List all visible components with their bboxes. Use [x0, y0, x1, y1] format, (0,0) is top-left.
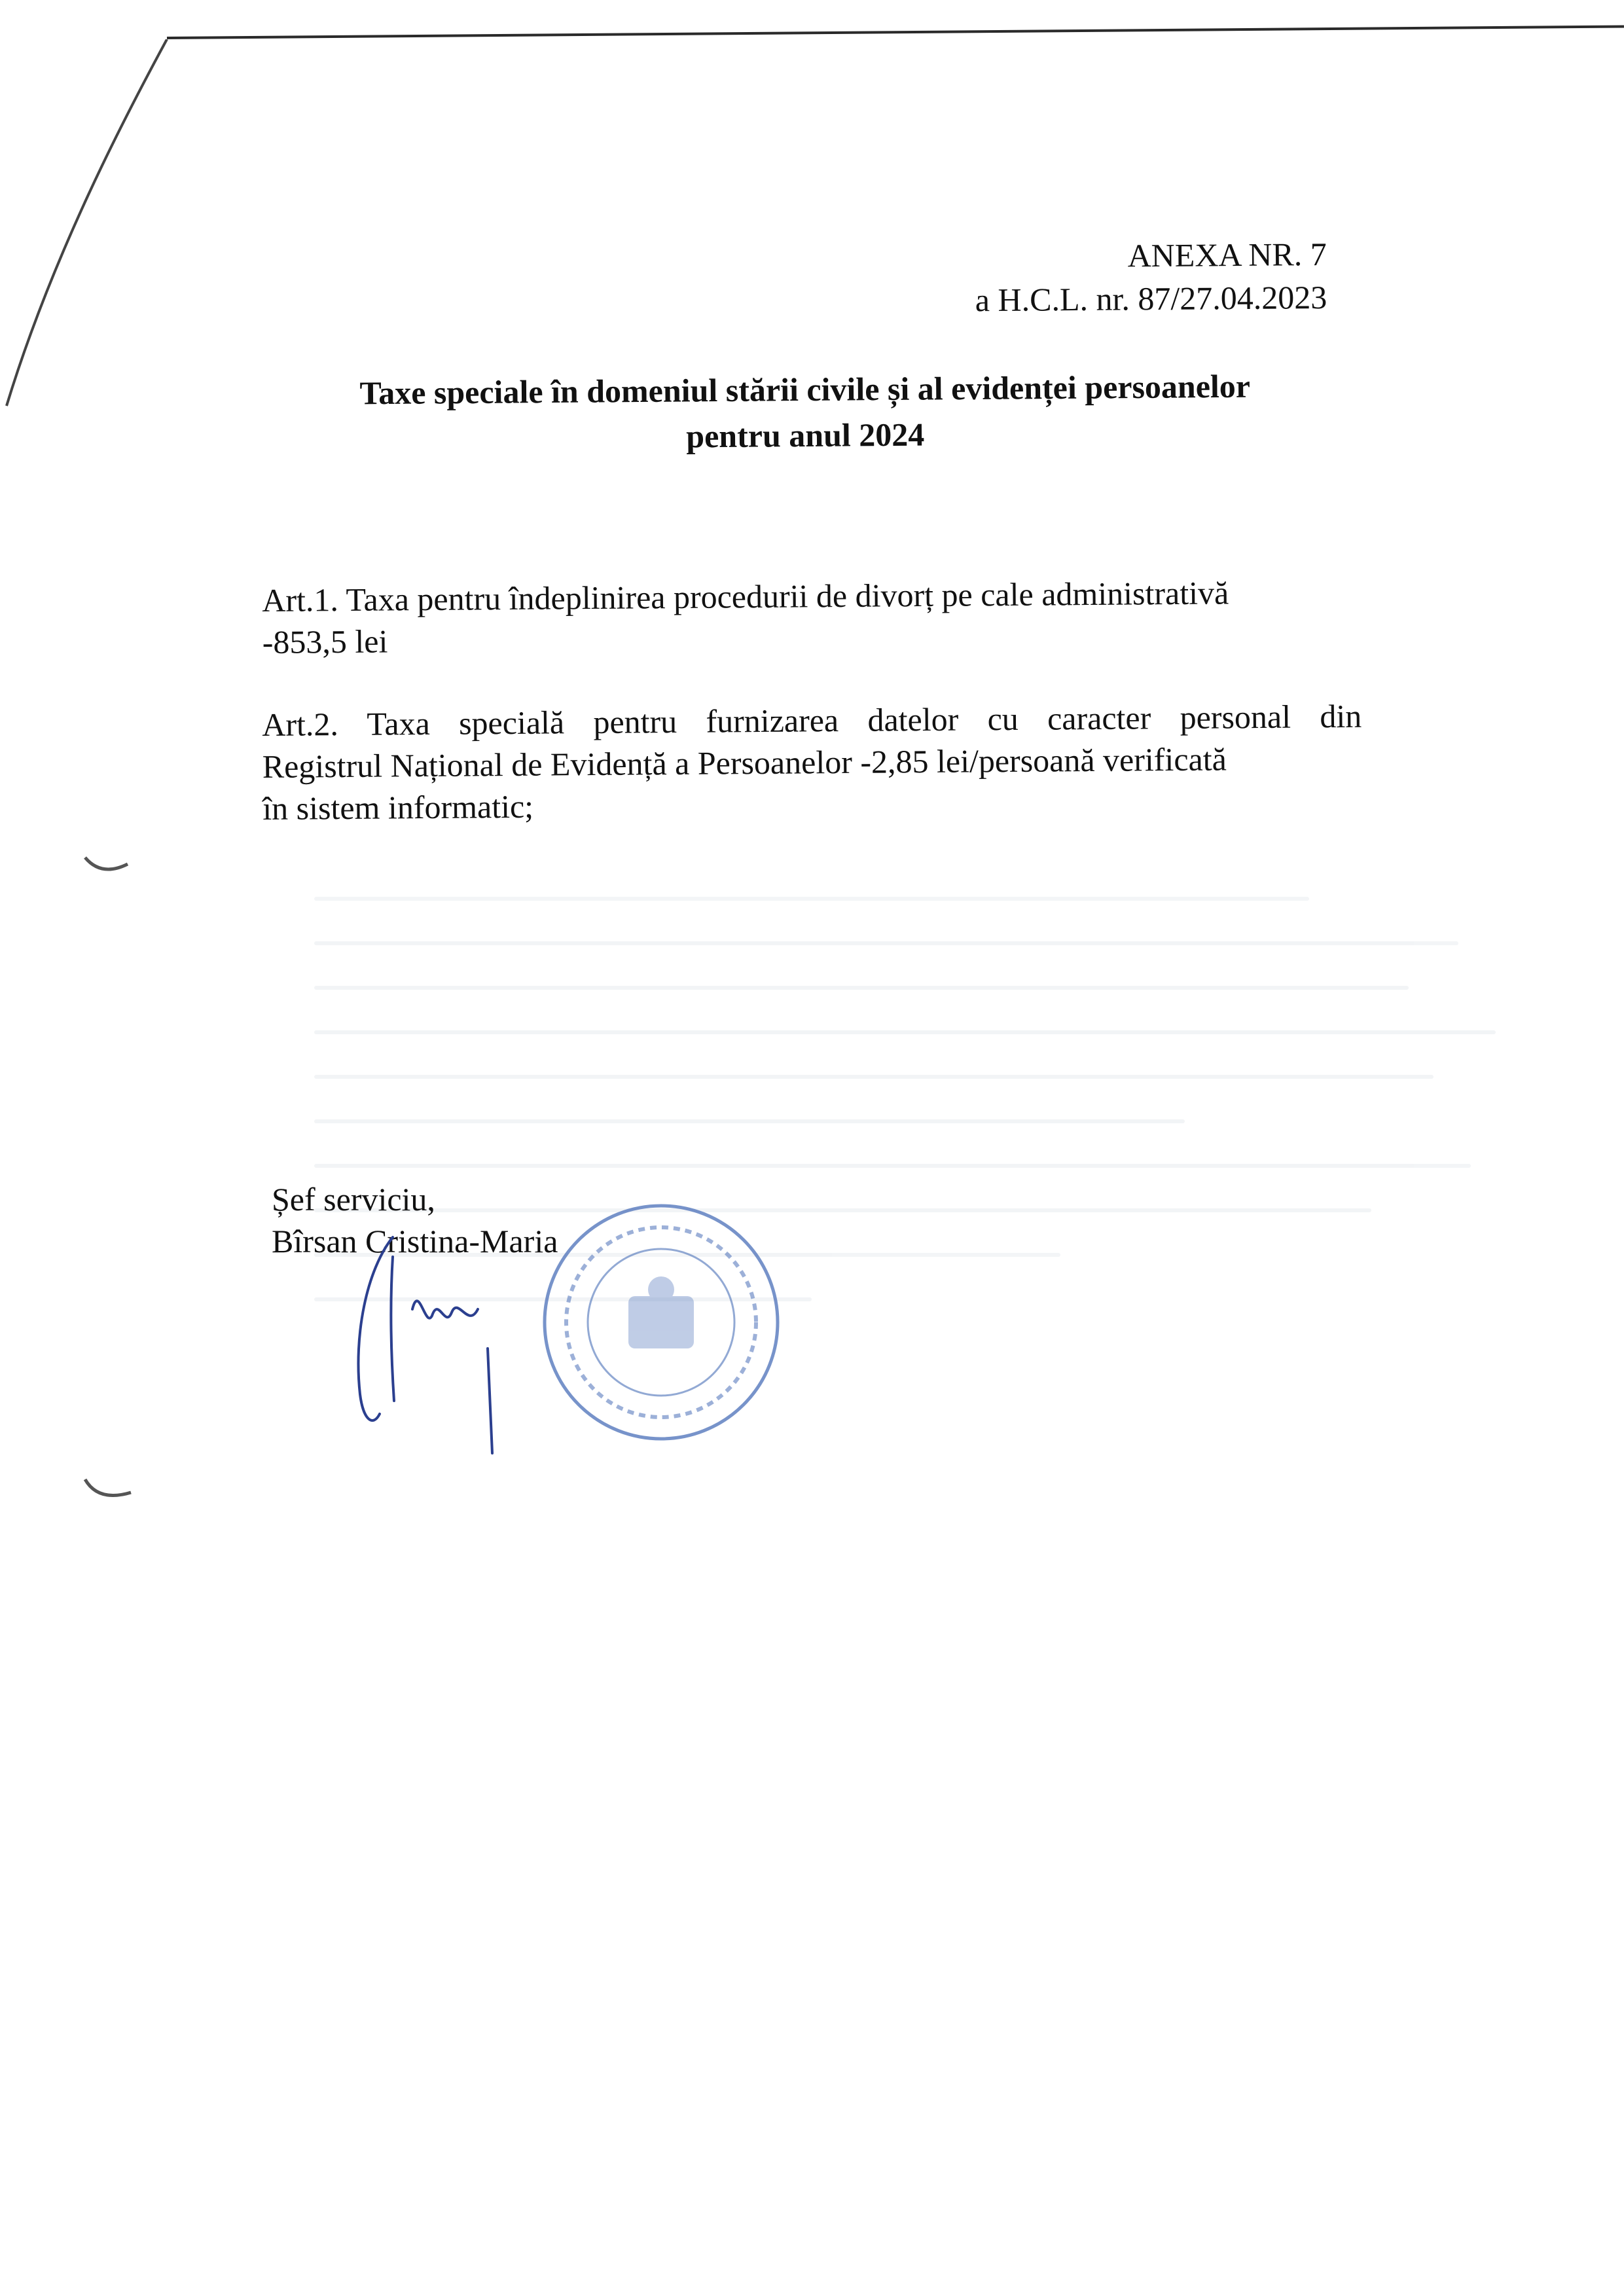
handwritten-signature: [340, 1231, 524, 1466]
article-1-line-1: Art.1. Taxa pentru îndeplinirea procedurii de divorț pe cale administrativă: [262, 574, 1229, 619]
annex-header: [975, 232, 1327, 321]
document-title: [261, 362, 1348, 462]
article-2-line-2: Registrul Național de Evidență a Persoanelor -2,85 lei/persoană verificată: [262, 740, 1227, 785]
annex-number: ANEXA NR. 7: [1127, 235, 1327, 274]
decision-reference: a H.C.L. nr. 87/27.04.2023: [975, 278, 1327, 319]
article-2-line-1: Art.2. Taxa specială pentru furnizarea datelor cu caracter personal din: [262, 697, 1362, 743]
article-1: [262, 571, 1362, 663]
punch-hole-mark: [79, 1473, 137, 1512]
paper-left-edge: [0, 39, 170, 432]
title-line-1: Taxe speciale în domeniul stării civile și al evidenței persoanelor: [359, 367, 1251, 412]
article-1-line-2: -853,5 lei: [262, 623, 388, 660]
signatory-name: Bîrsan Cristina-Maria: [272, 1223, 558, 1259]
article-2: [262, 695, 1362, 829]
title-line-2: pentru anul 2024: [686, 416, 925, 455]
official-seal: [537, 1198, 785, 1447]
paper-top-edge: [167, 26, 1624, 39]
signatory-role: Șef serviciu,: [272, 1181, 435, 1218]
punch-hole-mark: [79, 844, 137, 884]
article-2-line-3: în sistem informatic;: [262, 787, 534, 827]
